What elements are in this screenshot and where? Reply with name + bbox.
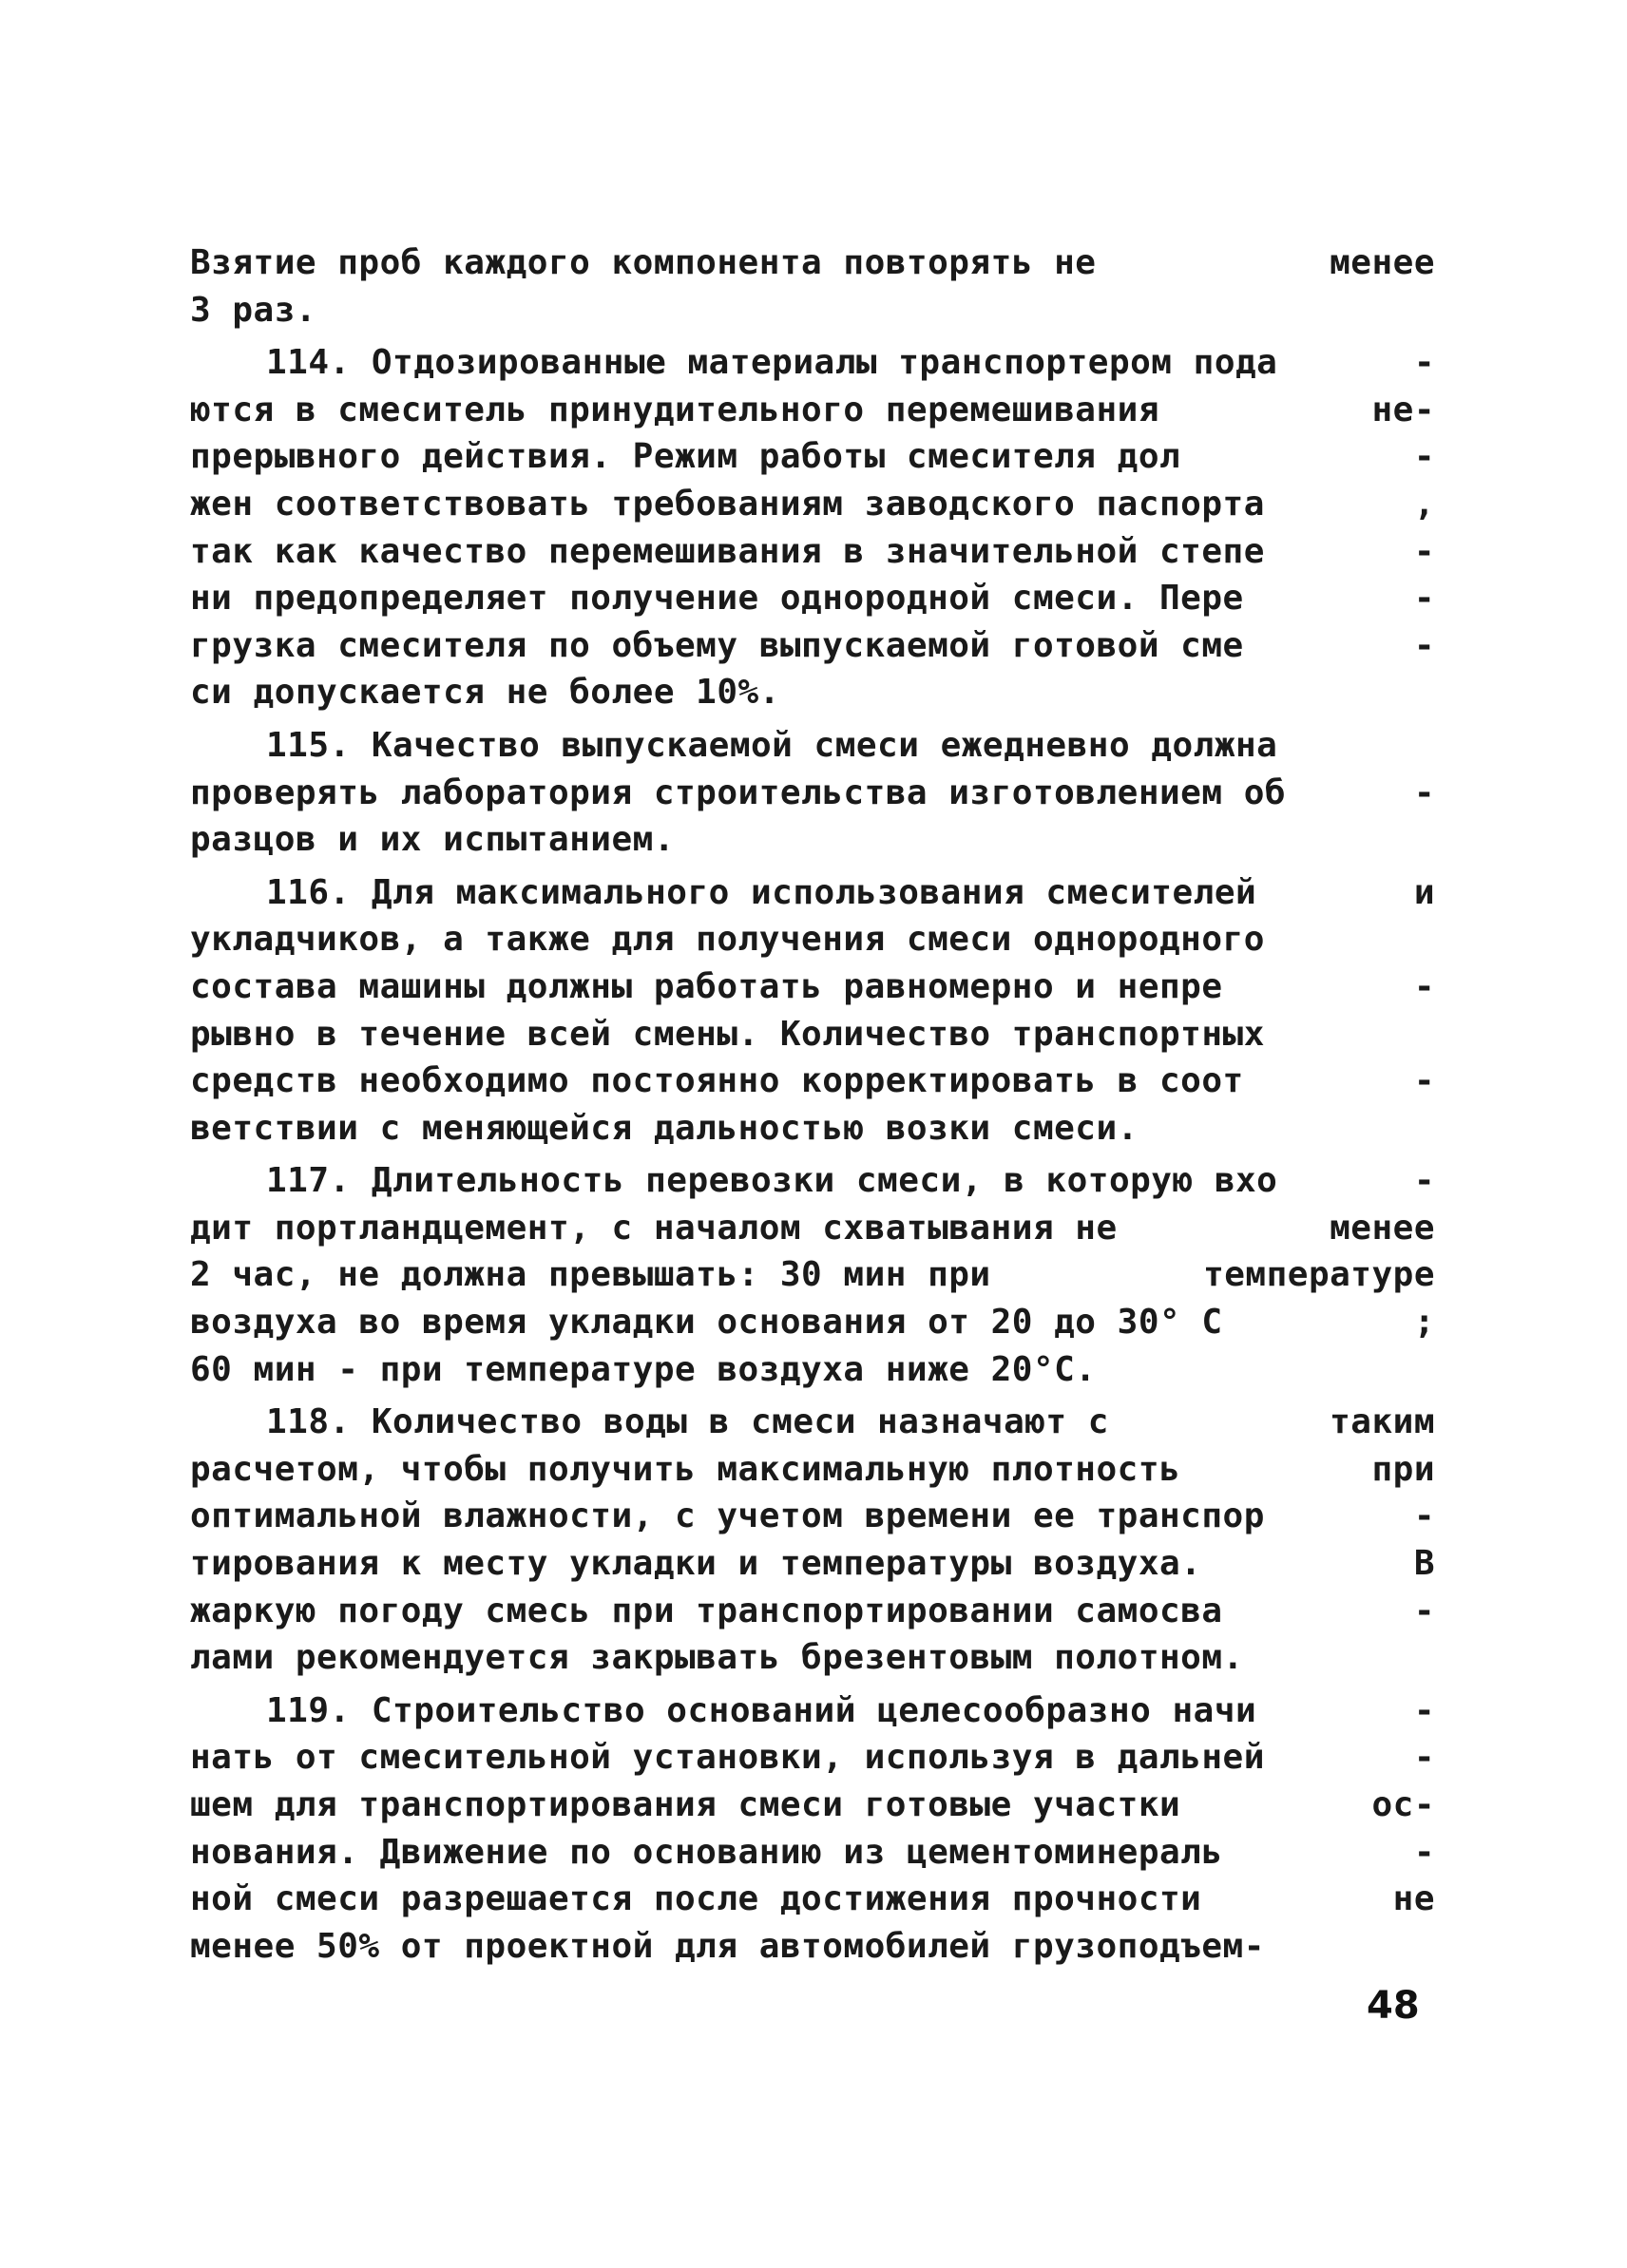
text-line <box>190 1876 1435 1923</box>
text-line <box>190 1205 1435 1252</box>
text-line <box>190 575 1435 622</box>
text-line-right: при <box>1371 1449 1435 1489</box>
text-line-right: - <box>1413 1496 1435 1536</box>
text-line-left: жаркую погоду смесь при транспортировании самосва <box>190 1591 1223 1630</box>
text-line-left: ни предопределяет получение однородной смеси. Пере <box>190 579 1244 619</box>
text-line-left: дит портландцемент, с началом схватывания не <box>190 1208 1118 1248</box>
text-line <box>190 963 1435 1011</box>
text-line <box>190 387 1435 434</box>
text-line <box>190 1923 1435 1971</box>
text-line-right: - <box>1413 1061 1435 1101</box>
text-line-left: разцов и их испытанием. <box>190 820 675 860</box>
text-line-right: ос- <box>1371 1785 1435 1824</box>
text-line-right: - <box>1413 1738 1435 1778</box>
text-line-right: не- <box>1371 390 1435 429</box>
text-line <box>190 1058 1435 1105</box>
text-line-left: 117. Длительность перевозки смеси, в которую вхо <box>266 1161 1278 1201</box>
text-line-left: 2 час, не должна превышать: 30 мин при <box>190 1255 991 1295</box>
text-line <box>190 239 1435 287</box>
text-line-left: шем для транспортирования смеси готовые участки <box>190 1785 1181 1824</box>
text-line-left: 118. Количество воды в смеси назначают с <box>266 1402 1109 1442</box>
text-line-right: температуре <box>1203 1255 1435 1295</box>
text-line-left: ной смеси разрешается после достижения прочности <box>190 1879 1202 1919</box>
text-line-left: жен соответствовать требованиям заводского паспорта <box>190 484 1265 524</box>
text-line-left: ветствии с меняющейся дальностью возки смеси. <box>190 1108 1139 1148</box>
text-line-left: нать от смесительной установки, используя в дальней <box>190 1738 1265 1778</box>
text-line-right: - <box>1413 966 1435 1006</box>
text-line-left: проверять лаборатория строительства изготовлением об <box>190 772 1287 812</box>
text-line-right: В <box>1413 1544 1435 1584</box>
text-line-left: Взятие проб каждого компонента повторять не <box>190 243 1097 282</box>
text-line <box>190 622 1435 670</box>
text-line-right: не <box>1392 1879 1435 1919</box>
text-line <box>190 669 1435 716</box>
text-line-right: и <box>1413 872 1435 912</box>
text-line <box>190 1540 1435 1588</box>
text-line-right: таким <box>1330 1402 1435 1442</box>
text-line <box>190 916 1435 963</box>
text-line-right: - <box>1413 1832 1435 1872</box>
text-line <box>190 1829 1435 1877</box>
text-line <box>190 1251 1435 1299</box>
text-line-left: так как качество перемешивания в значительной степе <box>190 531 1265 571</box>
text-line <box>190 528 1435 576</box>
text-line-right: - <box>1413 437 1435 477</box>
text-line <box>190 1346 1435 1394</box>
text-line-right: - <box>1413 1690 1435 1730</box>
text-line <box>190 1588 1435 1635</box>
text-line-left: расчетом, чтобы получить максимальную плотность <box>190 1449 1181 1489</box>
body-text <box>190 239 1435 1970</box>
text-line-right: , <box>1413 484 1435 524</box>
text-line-left: лами рекомендуется закрывать брезентовым полотном. <box>190 1638 1244 1678</box>
text-line-right: - <box>1413 343 1435 383</box>
text-line-left: оптимальной влажности, с учетом времени ее транспор <box>190 1496 1265 1536</box>
text-line-right: менее <box>1330 243 1435 282</box>
text-line-left: ются в смеситель принудительного перемешивания <box>190 390 1159 429</box>
text-line-right: - <box>1413 1161 1435 1201</box>
page-number: 48 <box>1367 1984 1420 2028</box>
text-line <box>190 1011 1435 1058</box>
text-line-left: 114. Отдозированные материалы транспортером пода <box>266 343 1278 383</box>
text-line-left: 119. Строительство оснований целесообразно начи <box>266 1690 1257 1730</box>
text-line-left: нования. Движение по основанию из цементоминераль <box>190 1832 1223 1872</box>
text-line <box>190 1493 1435 1540</box>
text-line <box>190 1157 1435 1205</box>
text-line <box>190 869 1435 917</box>
text-line <box>190 339 1435 387</box>
text-line-left: 115. Качество выпускаемой смеси ежедневно должна <box>266 725 1278 765</box>
text-line-left: укладчиков, а также для получения смеси однородного <box>190 920 1265 960</box>
text-line <box>190 1105 1435 1153</box>
text-line-left: тирования к месту укладки и температуры воздуха. <box>190 1544 1202 1584</box>
text-line-left: рывно в течение всей смены. Количество транспортных <box>190 1014 1265 1054</box>
text-line-left: прерывного действия. Режим работы смесителя дол <box>190 437 1181 477</box>
text-line <box>190 816 1435 864</box>
text-line <box>190 1399 1435 1446</box>
text-line-left: грузка смесителя по объему выпускаемой готовой сме <box>190 625 1244 665</box>
text-line-right: менее <box>1330 1208 1435 1248</box>
text-line <box>190 287 1435 334</box>
text-line-right: - <box>1413 1591 1435 1630</box>
text-line <box>190 1299 1435 1346</box>
text-line <box>190 481 1435 528</box>
text-line <box>190 1446 1435 1494</box>
text-line-left: менее 50% от проектной для автомобилей грузоподъем- <box>190 1926 1265 1966</box>
text-line-right: - <box>1413 579 1435 619</box>
text-line-left: 60 мин - при температуре воздуха ниже 20°С. <box>190 1349 1097 1389</box>
text-line <box>190 722 1435 770</box>
text-line <box>190 1734 1435 1782</box>
text-line-left: состава машины должны работать равномерно и непре <box>190 966 1223 1006</box>
text-line-right: ; <box>1413 1303 1435 1343</box>
text-line <box>190 1782 1435 1829</box>
text-line-right: - <box>1413 625 1435 665</box>
text-line-left: 3 раз. <box>190 290 317 330</box>
text-line <box>190 433 1435 481</box>
text-line-right: - <box>1413 531 1435 571</box>
text-line <box>190 770 1435 817</box>
text-line-left: средств необходимо постоянно корректировать в соот <box>190 1061 1244 1101</box>
text-line <box>190 1687 1435 1735</box>
text-line-right: - <box>1413 772 1435 812</box>
text-line-left: воздуха во время укладки основания от 20 до 30° С <box>190 1303 1223 1343</box>
text-line-left: си допускается не более 10%. <box>190 673 780 713</box>
text-line <box>190 1634 1435 1682</box>
text-line-left: 116. Для максимального использования смесителей <box>266 872 1257 912</box>
